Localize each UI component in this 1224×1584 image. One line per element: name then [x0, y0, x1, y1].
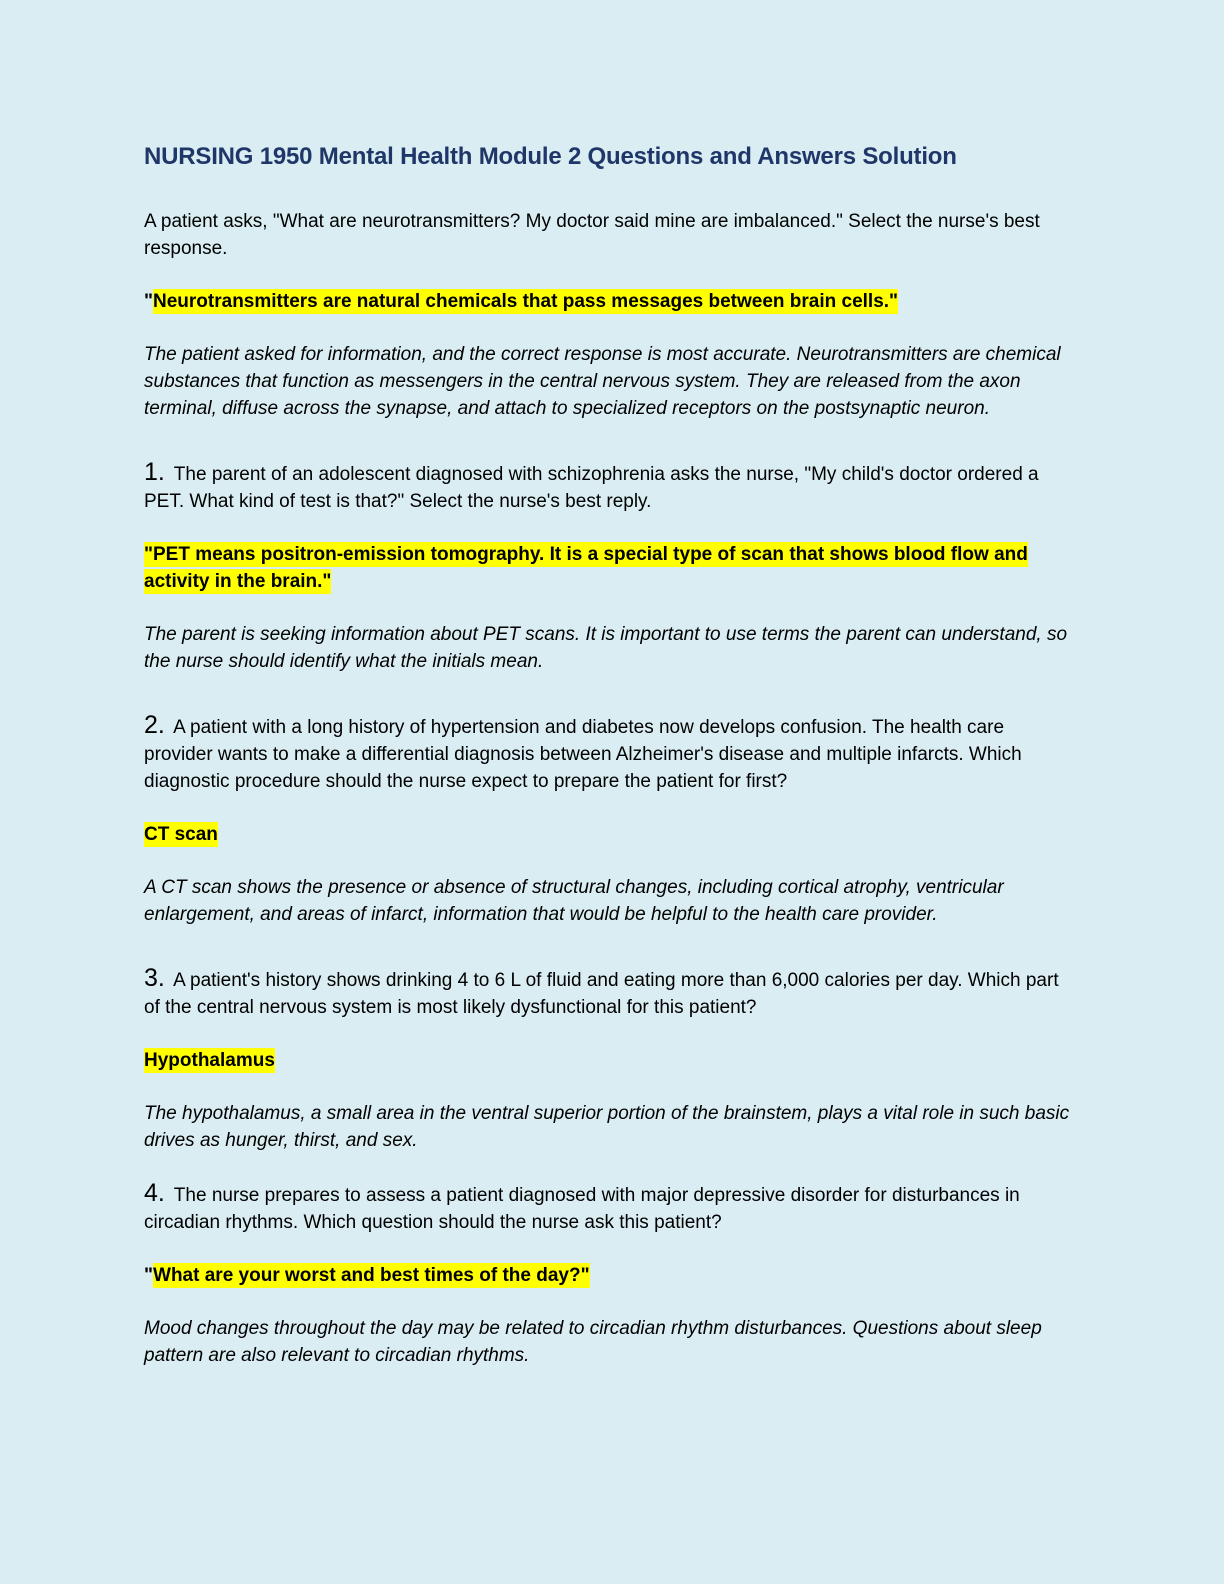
rationale-4: Mood changes throughout the day may be related to circadian rhythm disturbances. Questions about sleep pattern are also relevant to circadian rhythms. [144, 1317, 1042, 1366]
intro-question [144, 208, 1074, 262]
rationale-3: The hypothalamus, a small area in the ventral superior portion of the brainstem, plays a vital role in such basic drives as hunger, thirst, and sex. [144, 1102, 1070, 1151]
question-text: The nurse prepares to assess a patient diagnosed with major depressive disorder for disturbances in circadian rhythms. Which question should the nurse ask this patient? [144, 1184, 1020, 1233]
answer-text: "PET means positron-emission tomography. It is a special type of scan that shows blood flow and activity in the brain." [144, 543, 1028, 592]
question-3 [144, 965, 1074, 1021]
question-2 [144, 712, 1074, 795]
question-4 [144, 1180, 1074, 1236]
question-text: A patient's history shows drinking 4 to 6 L of fluid and eating more than 6,000 calories per day. Which part of the central nervous system is most likely dysfunctional for this patient? [144, 969, 1059, 1018]
answer-4 [144, 1262, 1074, 1289]
intro-answer-quote: " [144, 290, 154, 312]
rationale-2: A CT scan shows the presence or absence of structural changes, including cortical atrophy, ventricular enlargement, and areas of infarct, information that would be helpful to the health care provider. [144, 876, 1004, 925]
answer-text: Hypothalamus [144, 1049, 275, 1071]
answer-text: What are your worst and best times of the day?" [153, 1264, 590, 1286]
intro-answer-text: Neurotransmitters are natural chemicals that pass messages between brain cells." [153, 290, 899, 312]
answer-1 [144, 541, 1074, 595]
answer-text: CT scan [144, 823, 218, 845]
intro-answer [144, 288, 1074, 315]
intro-rationale: The patient asked for information, and the correct response is most accurate. Neurotransmitters are chemical substances that function as messengers in the central nervous system. They are released from the axon terminal, diffuse across the synapse, and attach to specialized receptors on the postsynaptic neuron. [144, 343, 1061, 419]
question-1 [144, 459, 1074, 515]
intro-question-text: A patient asks, "What are neurotransmitters? My doctor said mine are imbalanced." Select the nurse's best response. [144, 210, 1040, 259]
question-number: 2. [144, 710, 165, 739]
question-text: A patient with a long history of hypertension and diabetes now develops confusion. The health care provider wants to make a differential diagnosis between Alzheimer's disease and multiple infarcts. Which diagnostic procedure should the nurse expect to prepare the patient for first? [144, 716, 1022, 792]
document-content [144, 143, 1074, 1369]
rationale-1: The parent is seeking information about PET scans. It is important to use terms the parent can understand, so the nurse should identify what the initials mean. [144, 623, 1068, 672]
answer-2 [144, 821, 1074, 848]
question-number: 3. [144, 963, 165, 992]
answer-3 [144, 1047, 1074, 1074]
document-title: NURSING 1950 Mental Health Module 2 Questions and Answers Solution [144, 143, 957, 170]
question-number: 1. [144, 457, 165, 486]
question-text: The parent of an adolescent diagnosed with schizophrenia asks the nurse, "My child's doctor ordered a PET. What kind of test is that?" Select the nurse's best reply. [144, 463, 1039, 512]
answer-quote: " [144, 1264, 154, 1286]
question-number: 4. [144, 1178, 165, 1207]
